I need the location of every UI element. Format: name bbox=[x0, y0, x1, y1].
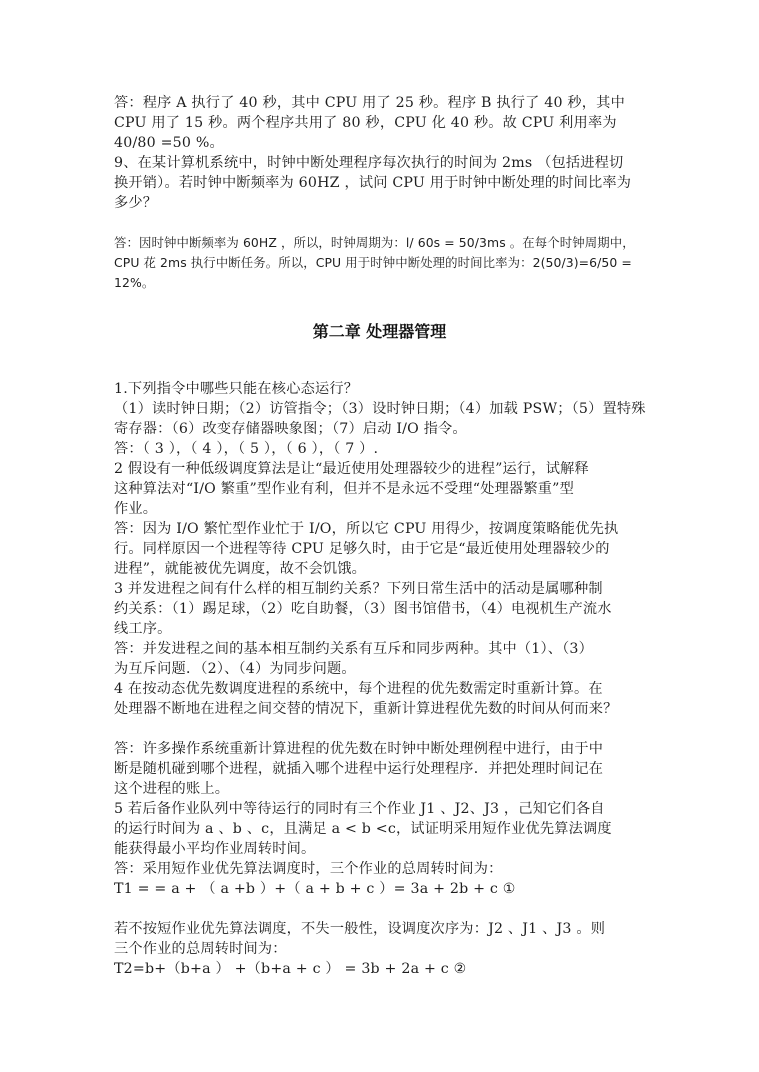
text-line: 三个作业的总周转时间为： bbox=[114, 941, 287, 957]
text-line: 寄存器：（6）改变存储器映象图；（7）启动 I/O 指令。 bbox=[114, 421, 467, 437]
chapter-title: 第二章 处理器管理 bbox=[312, 322, 447, 341]
formula-line: T2=b+（b+a ） +（b+a + c ） = 3b + 2a + c ② bbox=[114, 961, 467, 977]
text-line: 3 并发进程之间有什么样的相互制约关系？下列日常生活中的活动是属哪种制 bbox=[114, 581, 603, 597]
text-line: 40/80 =50 %。 bbox=[114, 135, 224, 151]
text-line: 进程”，就能被优先调度，故不会饥饿。 bbox=[114, 561, 367, 577]
text-line: 的运行时间为 a 、b 、c，且满足 a < b <c，试证明采用短作业优先算法调度 bbox=[114, 821, 612, 837]
answer-9-line: CPU 花 2ms 执行中断任务。所以，CPU 用于时钟中断处理的时间比率为：2(50/3)=6/50 = bbox=[114, 255, 632, 270]
question-9-line: 9、在某计算机系统中，时钟中断处理程序每次执行的时间为 2ms （包括进程切 bbox=[114, 155, 624, 171]
question-9-line: 换开销）。若时钟中断频率为 60HZ ，试问 CPU 用于时钟中断处理的时间比率为 bbox=[114, 175, 632, 191]
text-line: 2 假设有一种低级调度算法是让“最近使用处理器较少的进程”运行，试解释 bbox=[114, 461, 589, 477]
text-line: 约关系：（1）踢足球，（2）吃自助餐，（3）图书馆借书，（4）电视机生产流水 bbox=[114, 601, 612, 617]
text-line: 若不按短作业优先算法调度，不失一般性，设调度次序为：J2 、J1 、J3 。则 bbox=[114, 921, 606, 937]
answer-9-line: 答：因时钟中断频率为 60HZ ，所以，时钟周期为：l/ 60s = 50/3ms 。在每个时钟周期中， bbox=[114, 235, 635, 250]
text-line: 断是随机碰到哪个进程，就插入哪个进程中运行处理程序．并把处理时间记在 bbox=[114, 761, 604, 777]
question-9-line: 多少？ bbox=[114, 195, 158, 211]
text-line: 能获得最小平均作业周转时间。 bbox=[114, 841, 316, 857]
text-line: （1）读时钟日期；（2）访管指令；（3）设时钟日期；（4）加载 PSW；（5）置特殊 bbox=[114, 401, 646, 417]
text-line: 行。同样原因一个进程等待 CPU 足够久时，由于它是“最近使用处理器较少的 bbox=[114, 541, 610, 557]
text-line: 线工序。 bbox=[114, 621, 172, 637]
text-line: 作业。 bbox=[114, 501, 158, 517]
text-line: 这个进程的账上。 bbox=[114, 781, 230, 797]
text-line: 答：（ 3 ），（ 4 ），（ 5 ），（ 6 ），（ 7 ）. bbox=[114, 441, 379, 457]
text-line: CPU 用了 15 秒。两个程序共用了 80 秒，CPU 化 40 秒。故 CPU 利用率为 bbox=[114, 115, 617, 131]
answer-9-line: 12%。 bbox=[114, 275, 155, 290]
text-line: 处理器不断地在进程之间交替的情况下，重新计算进程优先数的时间从何而来？ bbox=[114, 701, 618, 717]
formula-line: T1 = = a + （ a +b ）+（ a + b + c ）= 3a + 2b + c ① bbox=[114, 881, 516, 897]
text-line: 答：程序 A 执行了 40 秒，其中 CPU 用了 25 秒。程序 B 执行了 40 秒，其中 bbox=[114, 95, 625, 111]
text-line: 为互斥问题．（2）、（4）为同步问题。 bbox=[114, 661, 356, 677]
text-line: 这种算法对“I/O 繁重”型作业有利，但并不是永远不受理“处理器繁重”型 bbox=[114, 481, 574, 497]
text-line: 答：并发进程之间的基本相互制约关系有互斥和同步两种。其中（1）、（3） bbox=[114, 641, 594, 657]
text-line: 1.下列指令中哪些只能在核心态运行？ bbox=[114, 381, 359, 397]
text-line: 4 在按动态优先数调度进程的系统中，每个进程的优先数需定时重新计算。在 bbox=[114, 681, 603, 697]
text-line: 答：因为 I/O 繁忙型作业忙于 I/O，所以它 CPU 用得少，按调度策略能优先执 bbox=[114, 521, 619, 537]
text-line: 5 若后备作业队列中等待运行的同时有三个作业 J1 、J2、J3 ，己知它们各自 bbox=[114, 801, 605, 817]
text-line: 答：采用短作业优先算法调度时，三个作业的总周转时间为： bbox=[114, 861, 503, 877]
text-line: 答：许多操作系统重新计算进程的优先数在时钟中断处理例程中进行，由于中 bbox=[114, 741, 604, 757]
